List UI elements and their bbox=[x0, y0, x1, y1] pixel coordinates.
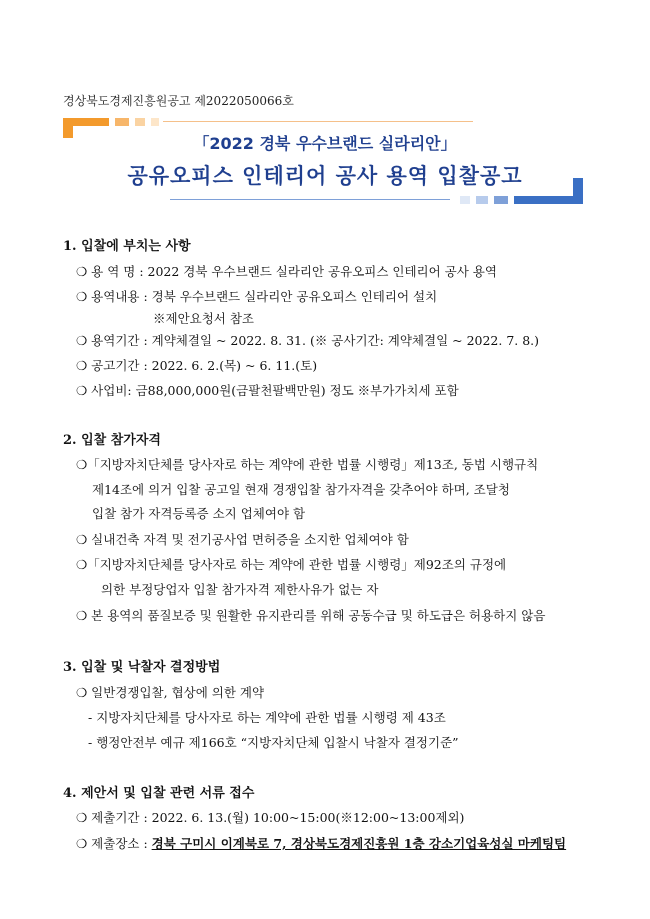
service-period: ❍ 용역기간 : 계약체결일 ~ 2022. 8. 31. (※ 공사기간: 계약체결일 ~ 2022. 7. 8.) bbox=[76, 333, 540, 348]
section-2-heading: 2. 입찰 참가자격 bbox=[63, 433, 161, 448]
qualification-item-2: ❍ 실내건축 자격 및 전기공사업 면허증을 소지한 업체여야 함 bbox=[76, 532, 409, 547]
submission-place bbox=[76, 834, 566, 852]
bidding-method: ❍ 일반경쟁입찰, 협상에 의한 계약 bbox=[76, 685, 265, 700]
qualification-item-3: ❍「지방자치단체를 당사자로 하는 계약에 관한 법률 시행령」제92조의 규정에 bbox=[76, 557, 507, 572]
qualification-item-1-cont2: 입찰 참가 자격등록증 소지 업체여야 함 bbox=[92, 506, 306, 521]
qualification-item-4: ❍ 본 용역의 품질보증 및 원활한 유지관리를 위해 공동수급 및 하도급은 허용하지 않음 bbox=[76, 608, 546, 623]
decorative-bar-bottom bbox=[170, 178, 583, 204]
submission-place-address: 경북 구미시 이계북로 7, 경상북도경제진흥원 1층 강소기업육성실 마케팅팀 bbox=[151, 836, 567, 851]
qualification-item-1-cont: 제14조에 의거 입찰 공고일 현재 경쟁입찰 참가자격을 갖추어야 하며, 조달청 bbox=[92, 482, 510, 497]
budget: ❍ 사업비: 금88,000,000원(금팔천팔백만원) 정도 ※부가가치세 포함 bbox=[76, 383, 459, 398]
qualification-item-1: ❍「지방자치단체를 당사자로 하는 계약에 관한 법률 시행령」제13조, 동법 시행규칙 bbox=[76, 457, 539, 472]
service-name: ❍ 용 역 명 : 2022 경북 우수브랜드 실라리안 공유오피스 인테리어 공사 용역 bbox=[76, 264, 497, 279]
title-line-1: 「2022 경북 우수브랜드 실라리안」 bbox=[193, 134, 457, 153]
section-1-heading: 1. 입찰에 부치는 사항 bbox=[63, 239, 191, 254]
section-3-heading: 3. 입찰 및 낙찰자 결정방법 bbox=[63, 660, 221, 675]
title-line-2: 공유오피스 인테리어 공사 용역 입찰공고 bbox=[127, 164, 523, 188]
service-content: ❍ 용역내용 : 경북 우수브랜드 실라리안 공유오피스 인테리어 설치 bbox=[76, 289, 438, 304]
submission-place-label: ❍ 제출장소 : bbox=[76, 836, 152, 851]
rfp-reference-note: ※제안요청서 참조 bbox=[153, 311, 254, 326]
notice-period: ❍ 공고기간 : 2022. 6. 2.(목) ~ 6. 11.(토) bbox=[76, 358, 318, 373]
qualification-item-3-cont: 의한 부정당업자 입찰 참가자격 제한사유가 없는 자 bbox=[101, 582, 379, 597]
section-4-heading: 4. 제안서 및 입찰 관련 서류 접수 bbox=[63, 786, 255, 801]
bidding-rule-reference: - 행정안전부 예규 제166호 “지방자치단체 입찰시 낙찰자 결정기준” bbox=[88, 735, 459, 750]
bidding-law-reference: - 지방자치단체를 당사자로 하는 계약에 관한 법률 시행령 제 43조 bbox=[88, 710, 446, 725]
notice-number: 경상북도경제진흥원공고 제2022050066호 bbox=[63, 94, 294, 108]
submission-period: ❍ 제출기간 : 2022. 6. 13.(월) 10:00~15:00(※12:00~13:00제외) bbox=[76, 810, 465, 825]
